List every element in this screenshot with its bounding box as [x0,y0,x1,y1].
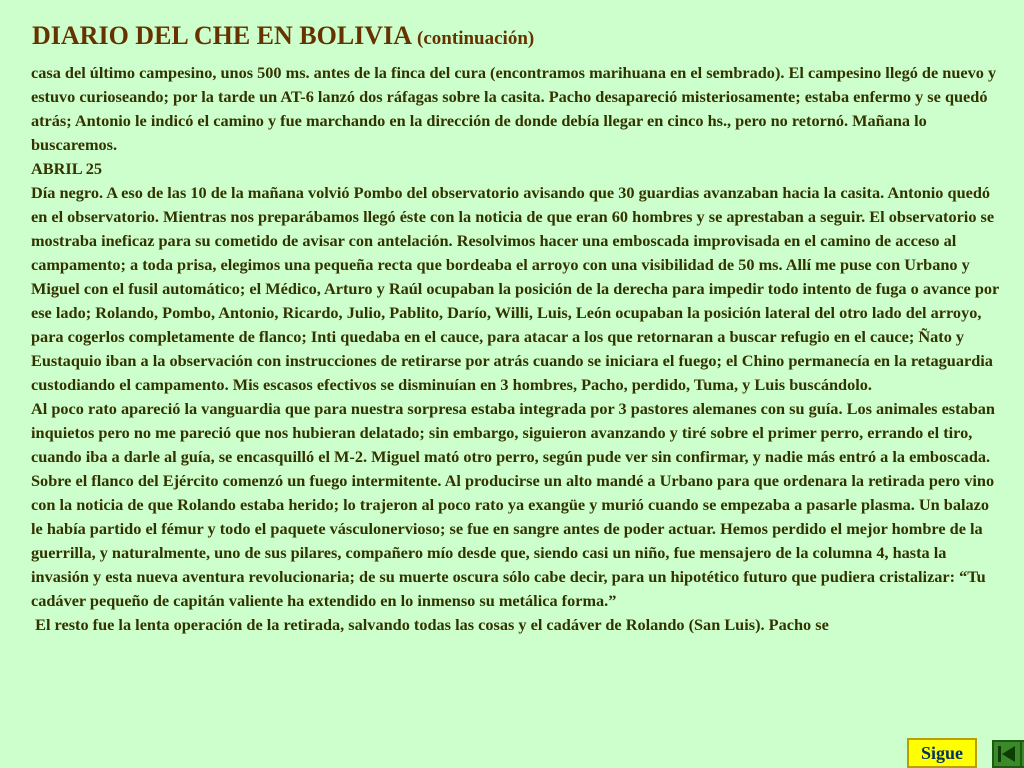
page-title [32,18,534,57]
diary-body [31,61,1001,637]
title-subtitle: (continuación) [417,28,535,49]
previous-page-button[interactable] [1020,740,1024,768]
paragraph-retirada: El resto fue la lenta operación de la retirada, salvando todas las cosas y el cadáver de Rolando (San Luis). Pacho se [31,615,829,634]
next-button-label: Sigue [920,742,963,763]
title-text: DIARIO DEL CHE EN BOLIVIA [32,21,411,50]
date-heading: ABRIL 25 [31,159,103,178]
paragraph-dia-negro: Día negro. A eso de las 10 de la mañana volvió Pombo del observatorio avisando que 30 guardias avanzaban hacia la casita. Antonio quedó en el observatorio. Mientras nos preparábamos llegó éste con la noticia de que eran 60 hombres y se aprestaban a seguir. El observatorio se mostraba ineficaz para su cometido de avisar con antelación. Resolvimos hacer una emboscada improvisada en el camino de acceso al campamento; a toda prisa, elegimos una pequeña recta que bordeaba el arroyo con una visibilidad de 50 ms. Allí me puse con Urbano y Miguel con el fusil automático; el Médico, Arturo y Raúl ocupaban la posición de la derecha para impedir todo intento de fuga o avance por ese lado; Rolando, Pombo, Antonio, Ricardo, Julio, Pablito, Darío, Willi, Luis, León ocupaban la posición lateral del otro lado del arroyo, para cogerlos completamente de flanco; Inti quedaba en el cauce, para atacar a los que retornaran a buscar refugio en el cauce; Ñato y Eustaquio iban a la observación con instrucciones de retirarse por atrás cuando se iniciara el fuego; el Chino permanecía en la retaguardia custodiando el campamento. Mis escasos efectivos se disminuían en 3 hombres, Pacho, perdido, Tuma, y Luis buscándolo. [31,183,999,394]
paragraph-continuation: casa del último campesino, unos 500 ms. antes de la finca del cura (encontramos marihuana en el sembrado). El campesino llegó de nuevo y estuvo curioseando; por la tarde un AT-6 lanzó dos ráfagas sobre la casita. Pacho desapareció misteriosamente; estaba enfermo y se quedó atrás; Antonio le indicó el camino y fue marchando en la dirección de donde debía llegar en cinco hs., pero no retornó. Mañana lo buscaremos. [31,63,997,154]
next-button[interactable] [907,738,977,768]
skip-back-icon [994,742,1020,766]
first-page-button[interactable] [992,740,1022,768]
paragraph-vanguardia: Al poco rato apareció la vanguardia que para nuestra sorpresa estaba integrada por 3 pastores alemanes con su guía. Los animales estaban inquietos pero no me pareció que nos hubieran delatado; sin embargo, siguieron avanzando y tiré sobre el primer perro, errando el tiro, cuando iba a darle al guía, se encasquilló el M-2. Miguel mató otro perro, según pude ver sin confirmar, y nadie más entró a la emboscada. Sobre el flanco del Ejército comenzó un fuego intermitente. Al producirse un alto mandé a Urbano para que ordenara la retirada pero vino con la noticia de que Rolando estaba herido; lo trajeron al poco rato ya exangüe y murió cuando se empezaba a pasarle plasma. Un balazo le había partido el fémur y todo el paquete vásculonervioso; se fue en sangre antes de poder actuar. Hemos perdido el mejor hombre de la guerrilla, y naturalmente, uno de sus pilares, compañero mío desde que, siendo casi un niño, fue mensajero de la columna 4, hasta la invasión y esta nueva aventura revolucionaria; de su muerte oscura sólo cabe decir, para un hipotético futuro que pudiera cristalizar: “Tu cadáver pequeño de capitán valiente ha extendido en lo inmenso su metálica forma.” [31,399,995,610]
